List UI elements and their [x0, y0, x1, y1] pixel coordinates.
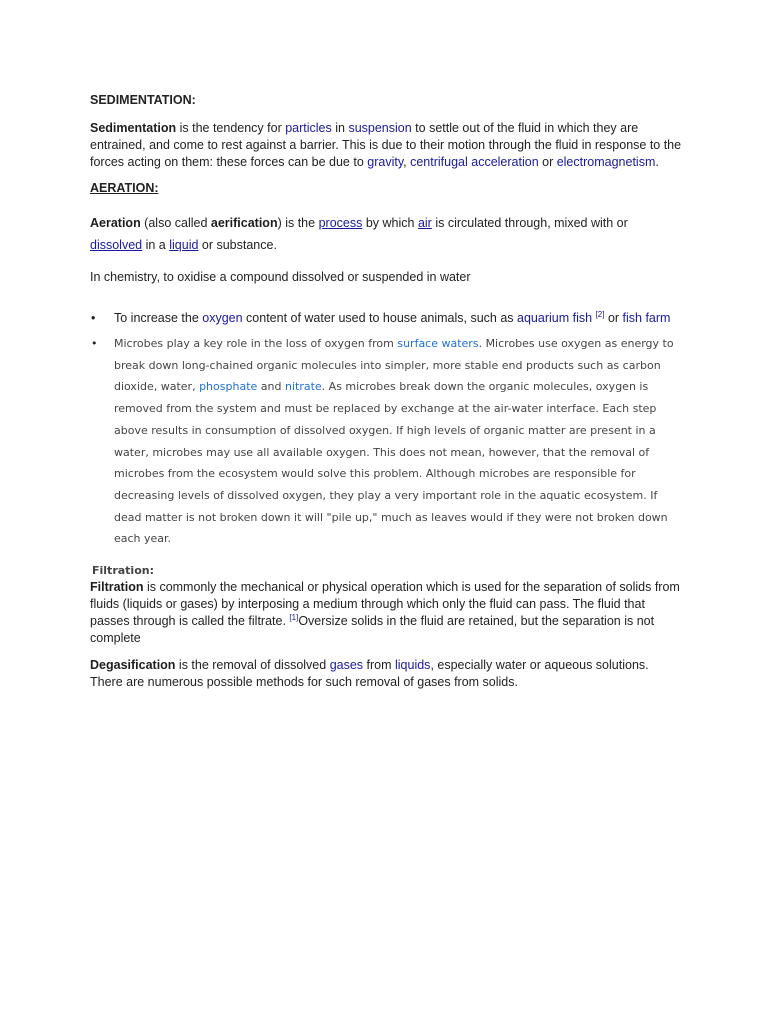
- aeration-bullet-list: [90, 307, 682, 550]
- aeration-term: Aeration: [90, 216, 141, 230]
- filtration-term: Filtration: [90, 580, 144, 595]
- text-run: content of water used to house animals, such as: [242, 311, 518, 325]
- text-run: Oversize solids in the fluid are retained, but the separation is not complete: [90, 614, 655, 646]
- citation-1[interactable]: [1]: [289, 612, 299, 622]
- sedimentation-term: Sedimentation: [90, 121, 177, 135]
- degasification-paragraph: [90, 657, 682, 691]
- link-surface-waters[interactable]: surface waters: [397, 337, 479, 350]
- degasification-term: Degasification: [90, 658, 176, 673]
- sedimentation-heading: SEDIMENTATION:: [90, 93, 196, 107]
- link-suspension[interactable]: suspension: [348, 121, 412, 135]
- text-run: . Microbes use oxygen as energy to break down long-chained organic molecules into simpler, more stable end products such as carbon dioxide, water,: [114, 337, 674, 394]
- link-process[interactable]: process: [318, 216, 363, 230]
- link-electromagnetism[interactable]: electromagnetism: [556, 155, 656, 169]
- text-run: is the removal of dissolved: [175, 658, 330, 673]
- text-run: to settle out of the fluid in which they are entrained, and come to rest against a barrier. This is due to their motion through the fluid in response to the forces acting on them: these forces can be due to: [90, 121, 682, 169]
- text-run: is commonly the mechanical or physical operation which is used for the separation of solids from fluids (liquids or gases) by interposing a medium through which only the fluid can pass. The fluid that passes through is called the filtrate.: [90, 580, 680, 629]
- text-run: ) is the: [277, 216, 319, 230]
- text-run: or: [538, 155, 557, 169]
- document-body: [90, 92, 682, 691]
- text-run: or: [604, 311, 623, 325]
- link-fish-farm[interactable]: fish farm: [622, 311, 671, 325]
- text-run: or substance.: [198, 238, 277, 252]
- sedimentation-paragraph: [90, 120, 682, 171]
- text-run: is the tendency for: [176, 121, 286, 135]
- link-particles[interactable]: particles: [285, 121, 332, 135]
- text-run: and: [257, 380, 285, 394]
- link-oxygen[interactable]: oxygen: [202, 311, 243, 325]
- link-dissolved[interactable]: dissolved: [90, 238, 143, 252]
- text-run: . As microbes break down the organic molecules, oxygen is removed from the system and must be replaced by exchange at the air-water interface. Each step above results in consumption of dissolved oxygen. If high levels of organic matter are present in a water, microbes may use all available oxygen. This does not mean, however, that the removal of microbes from the ecosystem would solve this problem. Although microbes are responsible for decreasing levels of dissolved oxygen, they play a very important role in the aquatic ecosystem. If dead matter is not broken down it will "pile up," much as leaves would if they were not broken down each year.: [114, 380, 668, 546]
- link-liquids[interactable]: liquids: [395, 658, 431, 673]
- text-run: in a: [142, 238, 170, 252]
- link-aquarium-fish[interactable]: aquarium fish: [517, 311, 593, 325]
- filtration-paragraph: [90, 579, 682, 647]
- text-run: is circulated through, mixed with or: [431, 216, 628, 230]
- link-gases[interactable]: gases: [329, 658, 364, 673]
- text-run: (also called: [140, 216, 211, 230]
- link-centrifugal-acceleration[interactable]: centrifugal acceleration: [410, 155, 539, 169]
- text-run: To increase the: [114, 311, 203, 325]
- link-gravity[interactable]: gravity: [367, 155, 404, 169]
- aerification-term: aerification: [210, 216, 278, 230]
- text-run: , especially water or aqueous solutions. There are numerous possible methods for such removal of gases from solids.: [90, 658, 649, 690]
- text-run: Microbes play a key role in the loss of oxygen from: [114, 337, 398, 350]
- text-run: from: [363, 658, 395, 673]
- filtration-heading: Filtration:: [92, 564, 154, 578]
- text-run: by which: [362, 216, 418, 230]
- link-phosphate[interactable]: phosphate: [199, 380, 258, 394]
- text-run: in: [331, 121, 349, 135]
- chemistry-paragraph: In chemistry, to oxidise a compound dissolved or suspended in water: [90, 270, 471, 284]
- text-run: .: [655, 155, 659, 169]
- link-liquid[interactable]: liquid: [169, 238, 199, 252]
- aeration-heading: AERATION:: [90, 181, 159, 195]
- list-item: [90, 307, 682, 329]
- list-item: [90, 333, 682, 550]
- aeration-paragraph: [90, 212, 682, 256]
- citation-2[interactable]: [2]: [595, 309, 605, 319]
- link-nitrate[interactable]: nitrate: [284, 380, 322, 394]
- text-run: ,: [403, 155, 411, 169]
- link-air[interactable]: air: [417, 216, 432, 230]
